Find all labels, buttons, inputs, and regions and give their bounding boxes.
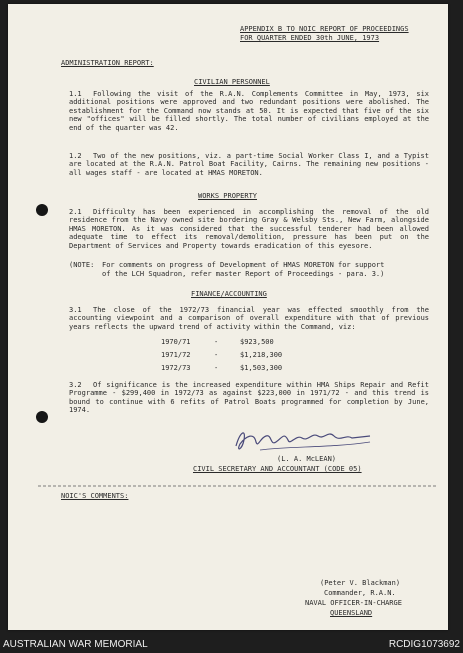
noic-comments-label: NOIC'S COMMENTS: [61, 492, 129, 500]
paragraph-text: Of significance is the increased expenditure within HMA Ships Repair and Refit Programme - $299,400 in 1972/73 as against $223,000 in 1971/72 - and this trend is bound to continue with 6 refits of Patrol Boats programmed for completion by June, 1974. [69, 381, 429, 415]
paragraph-number: 3.2 [69, 381, 82, 389]
expenditure-amount: $1,218,300 [240, 351, 283, 359]
paragraph-number: 1.2 [69, 152, 82, 160]
noic-title: NAVAL OFFICER-IN-CHARGE [305, 599, 402, 607]
punch-hole [36, 411, 48, 423]
expenditure-dash: - [214, 338, 219, 346]
paragraph-3-2 [69, 381, 429, 415]
expenditure-year: 1971/72 [161, 351, 191, 359]
archive-name: AUSTRALIAN WAR MEMORIAL [3, 639, 148, 650]
archive-footer [0, 636, 463, 653]
paragraph-text: Following the visit of the R.A.N. Complements Committee in May, 1973, six additional positions were approved and two redundant positions were abolished. The establishment for the Command now stands at 50. It is expected that five of the six new "offices" will be filled shortly. The total number of civilians employed at the end of the quarter was 42. [69, 90, 429, 132]
paragraph-text: The close of the 1972/73 financial year was effected smoothly from the accounting viewpoint and a comparison of overall expenditure with that of previous years reflects the upward trend of activity within the Command, viz: [69, 306, 429, 331]
expenditure-dash: - [214, 351, 219, 359]
archive-record-id: RCDIG1073692 [388, 639, 460, 650]
paragraph-2-1 [69, 208, 429, 250]
expenditure-amount: $923,500 [240, 338, 274, 346]
paragraph-text: Two of the new positions, viz. a part-time Social Worker Class I, and a Typist are located at the R.A.N. Patrol Boat Facility, Cairns. The remaining new positions - all wages staff - are located at HMAS MORETON. [69, 152, 429, 177]
appendix-header-line2: FOR QUARTER ENDED 30th JUNE, 1973 [240, 34, 380, 42]
noic-name: (Peter V. Blackman) [320, 579, 401, 587]
paragraph-text: Difficulty has been experienced in accomplishing the removal of the old residence from the Navy owned site bordering Gray & Welsby Sts., New Farm, alongside HMAS MORETON. As it was considered that the successful tenderer had been allowed adequate time to effect its removal/demolition, pressure has been put on the Department of Services and Property towards eradication of this eyesore. [69, 208, 429, 250]
paragraph-number: 2.1 [69, 208, 82, 216]
note-line1: For comments on progress of Development of HMAS MORETON for support [102, 261, 385, 269]
noic-place: QUEENSLAND [330, 609, 373, 617]
paragraph-3-1 [69, 306, 429, 331]
finance-heading: FINANCE/ACCOUNTING [191, 290, 267, 298]
signatory-title: CIVIL SECRETARY AND ACCOUNTANT (CODE 05) [193, 465, 362, 473]
note-line2: of the LCH Squadron, refer master Report of Proceedings - para. 3.) [102, 270, 385, 278]
paragraph-1-1 [69, 90, 429, 132]
appendix-header-line1: APPENDIX B TO NOIC REPORT OF PROCEEDINGS [240, 25, 409, 33]
signature-mclean [230, 422, 380, 456]
expenditure-year: 1970/71 [161, 338, 191, 346]
expenditure-dash: - [214, 364, 219, 372]
expenditure-year: 1972/73 [161, 364, 191, 372]
punch-hole [36, 204, 48, 216]
paragraph-number: 1.1 [69, 90, 82, 98]
signatory-name: (L. A. McLEAN) [277, 455, 337, 463]
section-divider [38, 484, 438, 488]
admin-report-title: ADMINISTRATION REPORT: [61, 59, 154, 67]
works-property-heading: WORKS PROPERTY [198, 192, 258, 200]
noic-rank: Commander, R.A.N. [324, 589, 396, 597]
document-page [8, 4, 448, 630]
expenditure-amount: $1,503,300 [240, 364, 283, 372]
paragraph-1-2 [69, 152, 429, 177]
civilian-personnel-heading: CIVILIAN PERSONNEL [194, 78, 270, 86]
note-label: (NOTE: [69, 261, 95, 269]
paragraph-number: 3.1 [69, 306, 82, 314]
